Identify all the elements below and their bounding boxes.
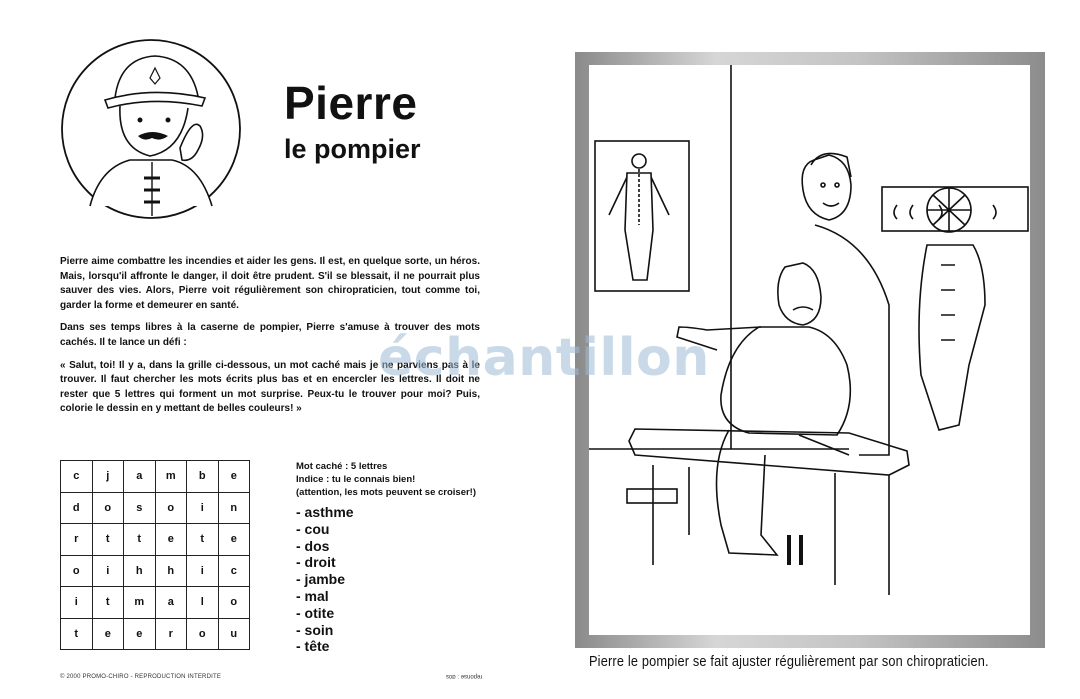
grid-cell[interactable]: m	[155, 461, 187, 493]
grid-cell[interactable]: i	[61, 587, 93, 619]
grid-cell[interactable]: i	[187, 555, 219, 587]
story-paragraph: Dans ses temps libres à la caserne de pompier, Pierre s'amuse à trouver des mots cachés. Il te lance un défi :	[60, 322, 480, 348]
hint-line: (attention, les mots peuvent se croiser!)	[296, 487, 477, 498]
word-item: - droit	[296, 554, 336, 571]
grid-cell[interactable]: h	[124, 555, 156, 587]
grid-cell[interactable]: t	[124, 524, 156, 556]
grid-cell[interactable]: d	[61, 492, 93, 524]
word-item: - soin	[296, 621, 334, 638]
grid-cell[interactable]: t	[92, 524, 124, 556]
story-paragraph: Pierre aime combattre les incendies et aider les gens. Il est, en quelque sorte, un héros. Mais, lorsqu'il affronte le danger, il doit être prudent. S'il se blessait, il ne pourrait plus sauver des vies. Alors, Pierre voit régulièrement son chiropraticien, tout comme toi, garder la forme et demeurer en santé.	[60, 256, 480, 311]
grid-cell[interactable]: j	[92, 461, 124, 493]
grid-cell[interactable]: t	[187, 524, 219, 556]
title-block	[284, 77, 421, 166]
grid-cell[interactable]: e	[155, 524, 187, 556]
grid-cell[interactable]: o	[61, 555, 93, 587]
grid-cell[interactable]: e	[218, 461, 250, 493]
word-item: - tête	[296, 638, 330, 655]
page-title: Pierre	[284, 77, 418, 129]
story-paragraph: « Salut, toi! Il y a, dans la grille ci-dessous, un mot caché mais je ne parviens pas à le trouver. Il faut chercher les mots écrits plus bas et en encercler les lettres. Il doit ne rester que 5 lettres qui forment un mot surprise. Peux-tu le trouver pour moi? Puis, colorie le dessin en y mettant de belles couleurs! »	[60, 359, 480, 415]
word-item: - cou	[296, 520, 330, 537]
grid-cell[interactable]: o	[92, 492, 124, 524]
grid-cell[interactable]: e	[92, 618, 124, 650]
word-list	[296, 504, 354, 655]
grid-cell[interactable]: r	[155, 618, 187, 650]
grid-cell[interactable]: n	[218, 492, 250, 524]
grid-cell[interactable]: i	[187, 492, 219, 524]
hint-line: Indice : tu le connais bien!	[296, 474, 416, 485]
grid-cell[interactable]: r	[61, 524, 93, 556]
word-item: - otite	[296, 604, 335, 621]
grid-cell[interactable]: u	[218, 618, 250, 650]
grid-cell[interactable]: o	[187, 618, 219, 650]
grid-cell[interactable]: t	[61, 618, 93, 650]
grid-cell[interactable]: e	[218, 524, 250, 556]
grid-cell[interactable]: a	[124, 461, 156, 493]
grid-cell[interactable]: m	[124, 587, 156, 619]
grid-cell[interactable]: o	[155, 492, 187, 524]
answer-upside-down: réponse : dos	[446, 673, 483, 679]
grid-row	[61, 492, 250, 524]
sample-watermark: échantillon	[378, 328, 710, 388]
page-subtitle: le pompier	[284, 134, 421, 164]
grid-cell[interactable]: t	[92, 587, 124, 619]
grid-cell[interactable]: c	[61, 461, 93, 493]
illustration-caption: Pierre le pompier se fait ajuster régulièrement par son chiropraticien.	[589, 654, 989, 670]
grid-row	[61, 618, 250, 650]
grid-cell[interactable]: c	[218, 555, 250, 587]
hint-line: Mot caché : 5 lettres	[296, 461, 388, 472]
grid-row	[61, 524, 250, 556]
puzzle-hint	[296, 460, 476, 499]
grid-row	[61, 587, 250, 619]
grid-cell[interactable]: i	[92, 555, 124, 587]
grid-cell[interactable]: a	[155, 587, 187, 619]
grid-cell[interactable]: l	[187, 587, 219, 619]
copyright-notice: © 2000 PROMO-CHIRO - REPRODUCTION INTERDITE	[60, 674, 222, 680]
grid-row	[61, 555, 250, 587]
firefighter-drawing	[60, 38, 242, 220]
grid-cell[interactable]: b	[187, 461, 219, 493]
grid-cell[interactable]: s	[124, 492, 156, 524]
word-item: - jambe	[296, 571, 346, 588]
word-search-grid	[60, 460, 250, 650]
word-item: - mal	[296, 587, 329, 604]
word-item: - dos	[296, 537, 330, 554]
grid-cell[interactable]: h	[155, 555, 187, 587]
grid-cell[interactable]: e	[124, 618, 156, 650]
grid-cell[interactable]: o	[218, 587, 250, 619]
word-item: - asthme	[296, 504, 354, 520]
firefighter-portrait	[60, 38, 242, 220]
grid-row	[61, 461, 250, 493]
